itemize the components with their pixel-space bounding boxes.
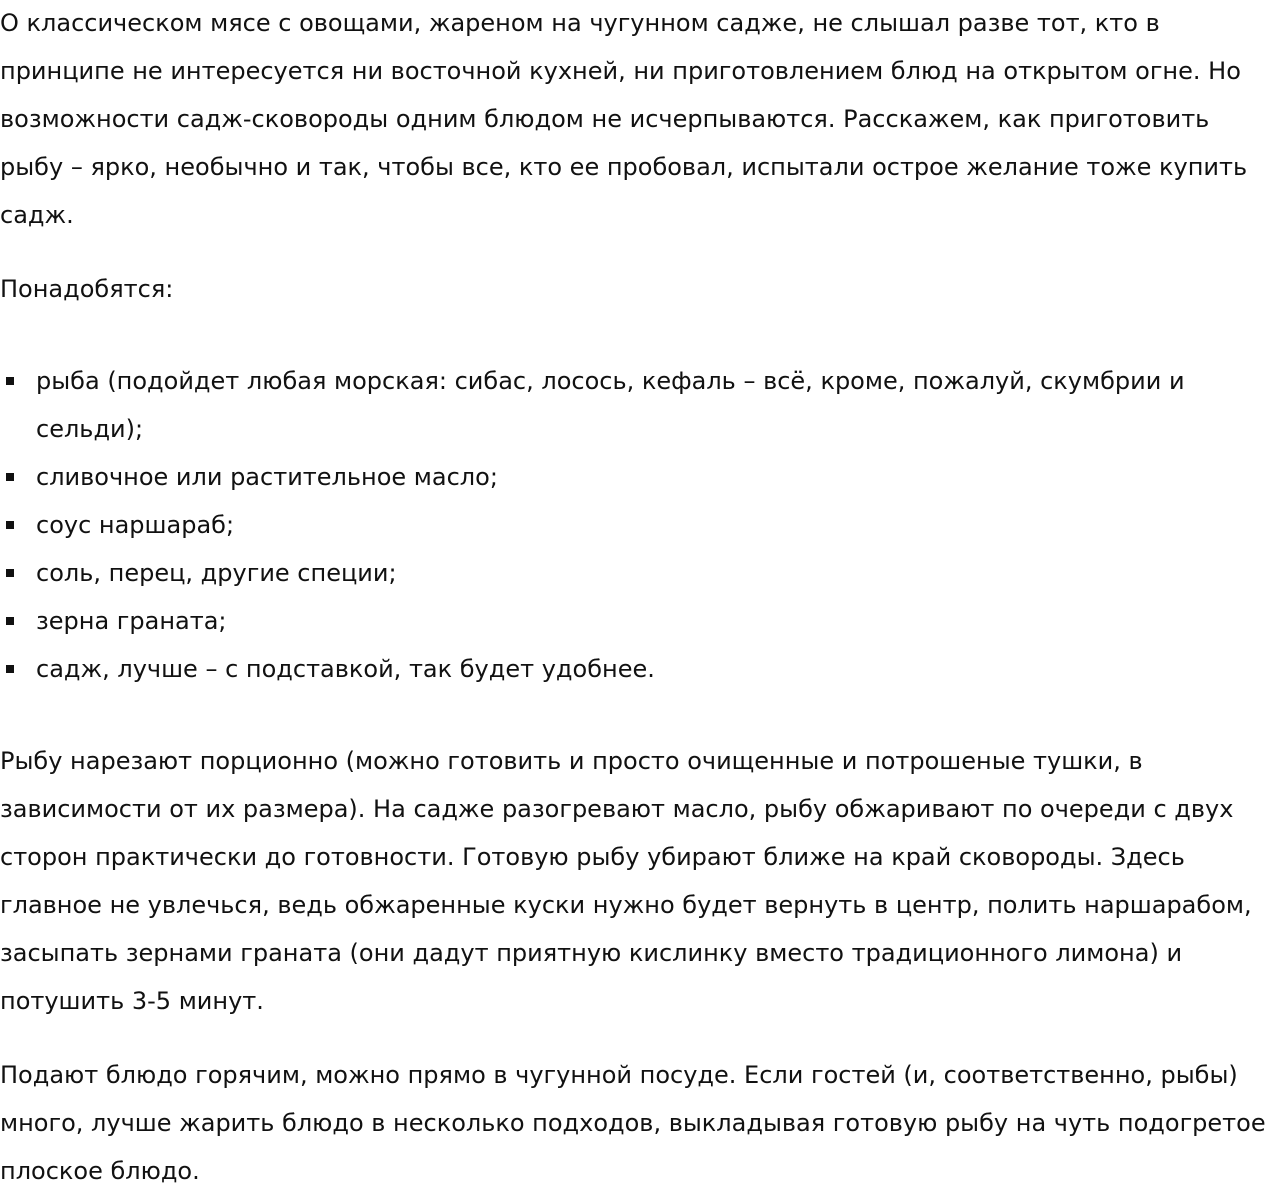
square-bullet-icon [6, 665, 14, 673]
square-bullet-icon [6, 377, 14, 385]
list-item-text: садж, лучше – с подставкой, так будет удобнее. [36, 655, 655, 683]
list-item [36, 549, 1270, 597]
square-bullet-icon [6, 569, 14, 577]
list-item-text: сливочное или растительное масло; [36, 463, 498, 491]
method-paragraph: Рыбу нарезают порционно (можно готовить и просто очищенные и потрошеные тушки, в зависимости от их размера). На садже разогревают масло, рыбу обжаривают по очереди с двух сторон практически до готовности. Готовую рыбу убирают ближе на край сковороды. Здесь главное не увлечься, ведь обжаренные куски нужно будет вернуть в центр, полить наршарабом, засыпать зернами граната (они дадут приятную кислинку вместо традиционного лимона) и потушить 3-5 минут. [0, 747, 1252, 1015]
list-item [36, 645, 1270, 693]
list-item-text: зерна граната; [36, 607, 227, 635]
square-bullet-icon [6, 473, 14, 481]
list-item [36, 453, 1270, 501]
square-bullet-icon [6, 521, 14, 529]
list-item-text: рыба (подойдет любая морская: сибас, лосось, кефаль – всё, кроме, пожалуй, скумбрии и сельди); [36, 367, 1185, 443]
ingredients-heading: Понадобятся: [0, 275, 174, 303]
intro-paragraph: О классическом мясе с овощами, жареном на чугунном садже, не слышал разве тот, кто в принципе не интересуется ни восточной кухней, ни приготовлением блюд на открытом огне. Но возможности садж-сковороды одним блюдом не исчерпываются. Расскажем, как приготовить рыбу – ярко, необычно и так, чтобы все, кто ее пробовал, испытали острое желание тоже купить садж. [0, 9, 1248, 229]
list-item [36, 357, 1270, 453]
list-item-text: соус наршараб; [36, 511, 235, 539]
list-item [36, 597, 1270, 645]
list-item [36, 501, 1270, 549]
ingredients-list [0, 357, 1270, 693]
serving-paragraph: Подают блюдо горячим, можно прямо в чугунной посуде. Если гостей (и, соответственно, рыбы) много, лучше жарить блюдо в несколько подходов, выкладывая готовую рыбу на чуть подогретое плоское блюдо. [0, 1061, 1266, 1185]
square-bullet-icon [6, 617, 14, 625]
list-item-text: соль, перец, другие специи; [36, 559, 397, 587]
